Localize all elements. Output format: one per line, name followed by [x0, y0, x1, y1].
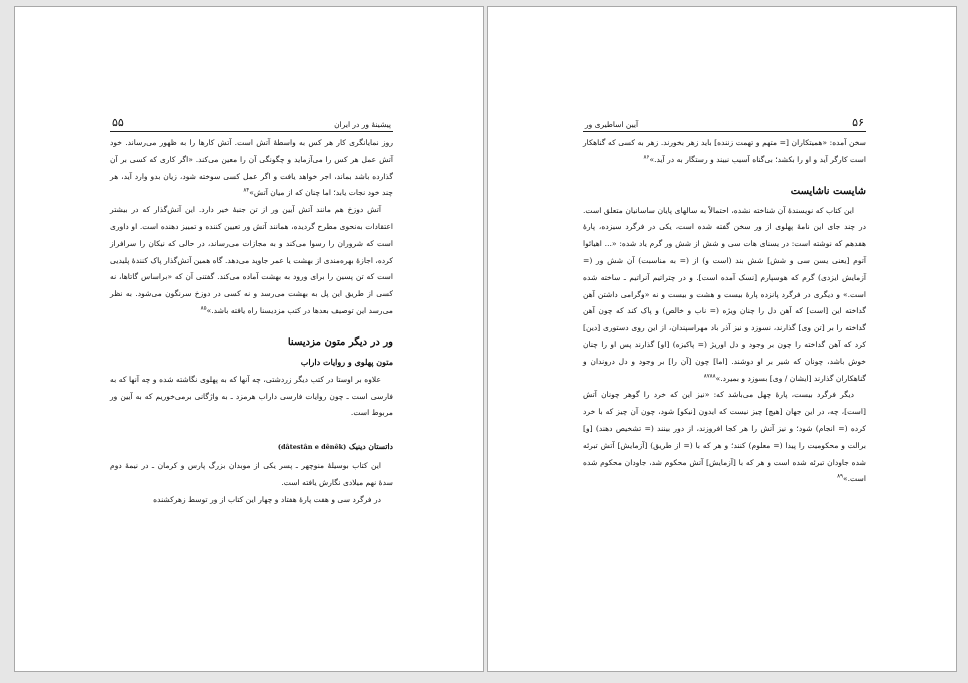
left-page-header: [110, 115, 393, 132]
left-page-body: [110, 135, 393, 509]
footnote-mark: ۸۴: [243, 187, 250, 194]
paragraph: این کتاب بوسیلهٔ منوچهر ـ پسر یکی از موبدان بزرگ پارس و کرمان ـ در نیمهٔ دوم سدهٔ نهم میلادی نگارش یافته است.: [110, 461, 393, 487]
footnote-mark: ۸۹: [837, 473, 843, 480]
running-title: پیشینهٔ ور در ایران: [334, 120, 391, 129]
page-number: ۵۵: [112, 116, 124, 129]
paragraph: در فرگرد سی و هفت پارهٔ هفتاد و چهار این کتاب از ور توسط زهرکشنده: [153, 494, 381, 504]
footnote-mark: ۸۷: [703, 373, 710, 380]
right-page-body: [583, 135, 866, 488]
right-page-header: [583, 115, 866, 132]
paragraph: سخن آمده: «همیتکاران [= متهم و تهمت زننده] باید زهر بخورند. زهر به کسی که گناهکار است کارگر آید و او را بکشد؛ بی‌گناه آسیب نبیند و رستگار به در آید.»$^{۸۶}$: [583, 138, 866, 164]
paragraph: این کتاب که نویسندهٔ آن شناخته نشده، احتمالاً به سالهای پایان ساسانیان متعلق است. در چند جای این نامهٔ پهلوی از ور سخن گفته شده است، یکی در فرگرد سیزده، پارهٔ هفدهم که نوشته است: در یسنای هات سی و شش از شش ور گرم یاد شده: «... اهیائوا آتوم [یعنی یسن سی و شش] شش بند (است و) از (= به مناسبت) آن شش ور (= آزمایش ایزدی) گرم که هوسپارم [نسک آمده است]. و در چتراتیم آنراتیم ـ ساخته شده است.» و دیگری در فرگرد پانزده پارهٔ بیست و هشت و بیست و نه «وگرامی داشتن آهن گداخته این [است] که آهن دل را چنان ویژه (= ناب و خالص) و پاک کند که چون آهن گداخته را بر [تن وی] گذارند، نسوزد و نیز آذر باد مهراسپندان، از این روی دستوری [دین] کرد که آهن گداخته را چون بر وجود و دل اوریژ (= پاکیزه) [او] گذارند پس او را چنان خوش باشد، چونان که شیر بر او دوشند. [اما] چون [آن را] بر وجود و دل دروندان و گناهکاران گذارند [ایشان / وی] بسوزد و بمیرد.»$^{۸۷۸۸}$: [583, 205, 866, 383]
footnote-mark: ۸۸: [709, 373, 716, 380]
subsection-heading: متون پهلوی و روایات داراب: [300, 356, 393, 367]
footnote-mark: ۸۶: [643, 154, 650, 161]
right-page: [487, 6, 957, 672]
paragraph: دیگر فرگرد بیست، پارهٔ چهل می‌باشد که: «نیز این که خرد را گوهر چونان آتش [است]، چه، در این جهان [هیچ] چیز نیست که ایدون [نیکو] شود، چون آن چیز که با خرد کرده (= انجام) شود؛ و نیز آتش را هر کجا افروزند، از دور بینند (= تشخیص دهند) [و] برالت و محکومیت را پیدا (= معلوم) کنند؛ و هر که با (= از طریق) [آزمایش] آتش تبرئه شده جاودان تبرئه شده است و هر که با [آزمایش] آتش محکوم شد، جاودان محکوم شده است.»$^{۸۹}$: [583, 390, 866, 484]
running-title: آیین اساطیری ور: [585, 120, 639, 129]
footnote-mark: ۸۵: [200, 305, 207, 312]
page-number: ۵۶: [852, 116, 864, 129]
paragraph: علاوه بر اوستا در کتب دیگر زردشتی، چه آنها که به پهلوی نگاشته شده و چه آنها که به فارسی است ـ چون روایات فارسی داراب هرمزد ـ به واژگانی برمی‌خوریم که به آیین ور مربوط است.: [110, 374, 393, 418]
section-heading: شایست ناشایست: [790, 185, 866, 197]
left-page: [14, 6, 484, 672]
paragraph: آتش دوزخ هم مانند آتش آیین ور از تن جنبهٔ خیر دارد. این آتش‌گذار که در بیشتر اعتقادات به‌نحوی مطرح گردیده، همانند آتش ور تعیین کننده و تمییز دهنده است. او داوری است که شروران را رسوا می‌کند و به مجازات می‌رساند، در حالی که نیکان را سرافراز کرده، اجازهٔ بهره‌مندی از بهشت یا عمر جاوید می‌دهد. گاه همین آتش‌گذار پاک کنندهٔ پلیدیی است که تن پسین را برای ورود به بهشت آماده می‌کند. گفتنی آن که «براساس گاتاها، نه کسی از طریق این پل به بهشت می‌رسد و نه کسی در دوزخ سرنگون می‌شود. به نظر می‌رسد این توصیف بعدها در کتب مزدیسنا راه یافته باشد.»$^{۸۵}$: [110, 205, 393, 315]
subsection-heading: داتستان دینیک (dâtestân e dênêk): [277, 442, 393, 452]
paragraph: روز نمایانگری کار هر کس به واسطهٔ آتش است. آتش کارها را به ظهور می‌رساند. خود آتش عمل هر کس را می‌آزماید و چگونگی آن را معین می‌کند. «اگر کاری که کسی بر آن گذارده باشد بماند، اجر خواهد یافت و اگر عمل کسی سوخته شود، زیان بدو وارد آید، هر چند خود نجات یابد؛ اما چنان که از میان آتش»$^{۸۴}$: [110, 138, 393, 198]
section-heading: ور در دیگر متون مزدیسنا: [287, 336, 393, 348]
